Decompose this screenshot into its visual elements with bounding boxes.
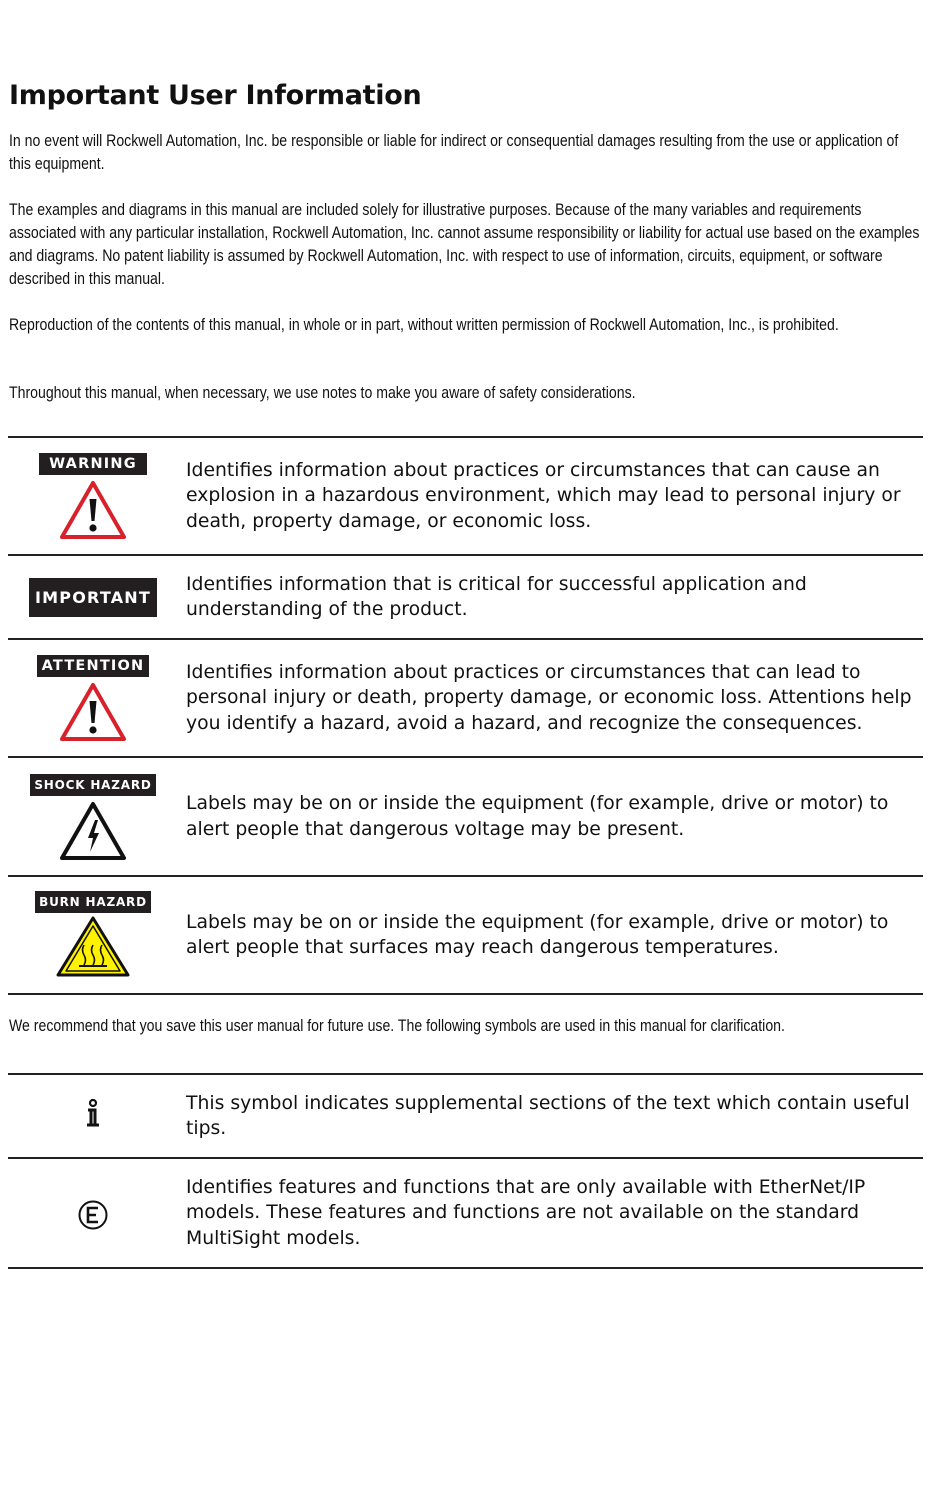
ethernet-ip-symbol-description: Identifies features and functions that are only available with EtherNet/IP models. These features and functions are not available on the standard MultiSight models. xyxy=(178,1158,923,1268)
important-description: Identifies information that is critical for successful application and understanding of the product. xyxy=(178,555,923,639)
shock-hazard-description: Labels may be on or inside the equipment (for example, drive or motor) to alert people that dangerous voltage may be present. xyxy=(178,757,923,876)
burn-hazard-label: BURN HAZARD xyxy=(35,891,151,913)
reproduction-paragraph: Reproduction of the contents of this manual, in whole or in part, without written permission of Rockwell Automation, Inc., is prohibited. xyxy=(9,316,839,334)
recommend-paragraph: We recommend that you save this user manual for future use. The following symbols are used in this manual for clarification. xyxy=(9,1017,785,1035)
liability-paragraph: In no event will Rockwell Automation, Inc. be responsible or liable for indirect or consequential damages resulting from the use or application of this equipment. xyxy=(9,132,899,173)
warning-description: Identifies information about practices or circumstances that can cause an explosion in a hazardous environment, which may lead to personal injury or death, property damage, or economic loss. xyxy=(178,437,923,555)
clarification-symbols-table xyxy=(8,1073,923,1269)
table-row xyxy=(8,1158,923,1268)
safety-notes-table xyxy=(8,436,923,995)
burn-hazard-description: Labels may be on or inside the equipment (for example, drive or motor) to alert people that surfaces may reach dangerous temperatures. xyxy=(178,876,923,994)
ethernet-ip-e-icon xyxy=(77,1199,109,1231)
shock-hazard-label: SHOCK HAZARD xyxy=(30,774,155,796)
page-title: Important User Information xyxy=(9,80,422,111)
info-icon xyxy=(82,1098,104,1130)
examples-paragraph: The examples and diagrams in this manual are included solely for illustrative purposes. Because of the many variables and requirements associated with any particular installation, Rockwell Automation, Inc. cannot assume responsibility or liability for actual use based on the examples and diagrams. No patent liability is assumed by Rockwell Automation, Inc. with respect to use of information, circuits, equipment, or software described in this manual. xyxy=(9,201,920,288)
table-row xyxy=(8,876,923,994)
table-row xyxy=(8,639,923,757)
important-label: IMPORTANT xyxy=(29,578,157,617)
table-row xyxy=(8,437,923,555)
hot-surface-triangle-icon xyxy=(55,915,131,979)
table-row xyxy=(8,757,923,876)
attention-description: Identifies information about practices or circumstances that can lead to personal injury or death, property damage, or economic loss. Attentions help you identify a hazard, avoid a hazard, and recognize the consequences. xyxy=(178,639,923,757)
info-symbol-description: This symbol indicates supplemental sections of the text which contain useful tips. xyxy=(178,1074,923,1158)
safety-notes-intro: Throughout this manual, when necessary, we use notes to make you aware of safety considerations. xyxy=(9,384,636,402)
warning-label: WARNING xyxy=(39,453,147,475)
lightning-triangle-icon xyxy=(58,800,128,862)
warning-triangle-icon xyxy=(58,681,128,743)
table-row xyxy=(8,555,923,639)
warning-triangle-icon xyxy=(58,479,128,541)
table-row xyxy=(8,1074,923,1158)
attention-label: ATTENTION xyxy=(37,655,150,677)
